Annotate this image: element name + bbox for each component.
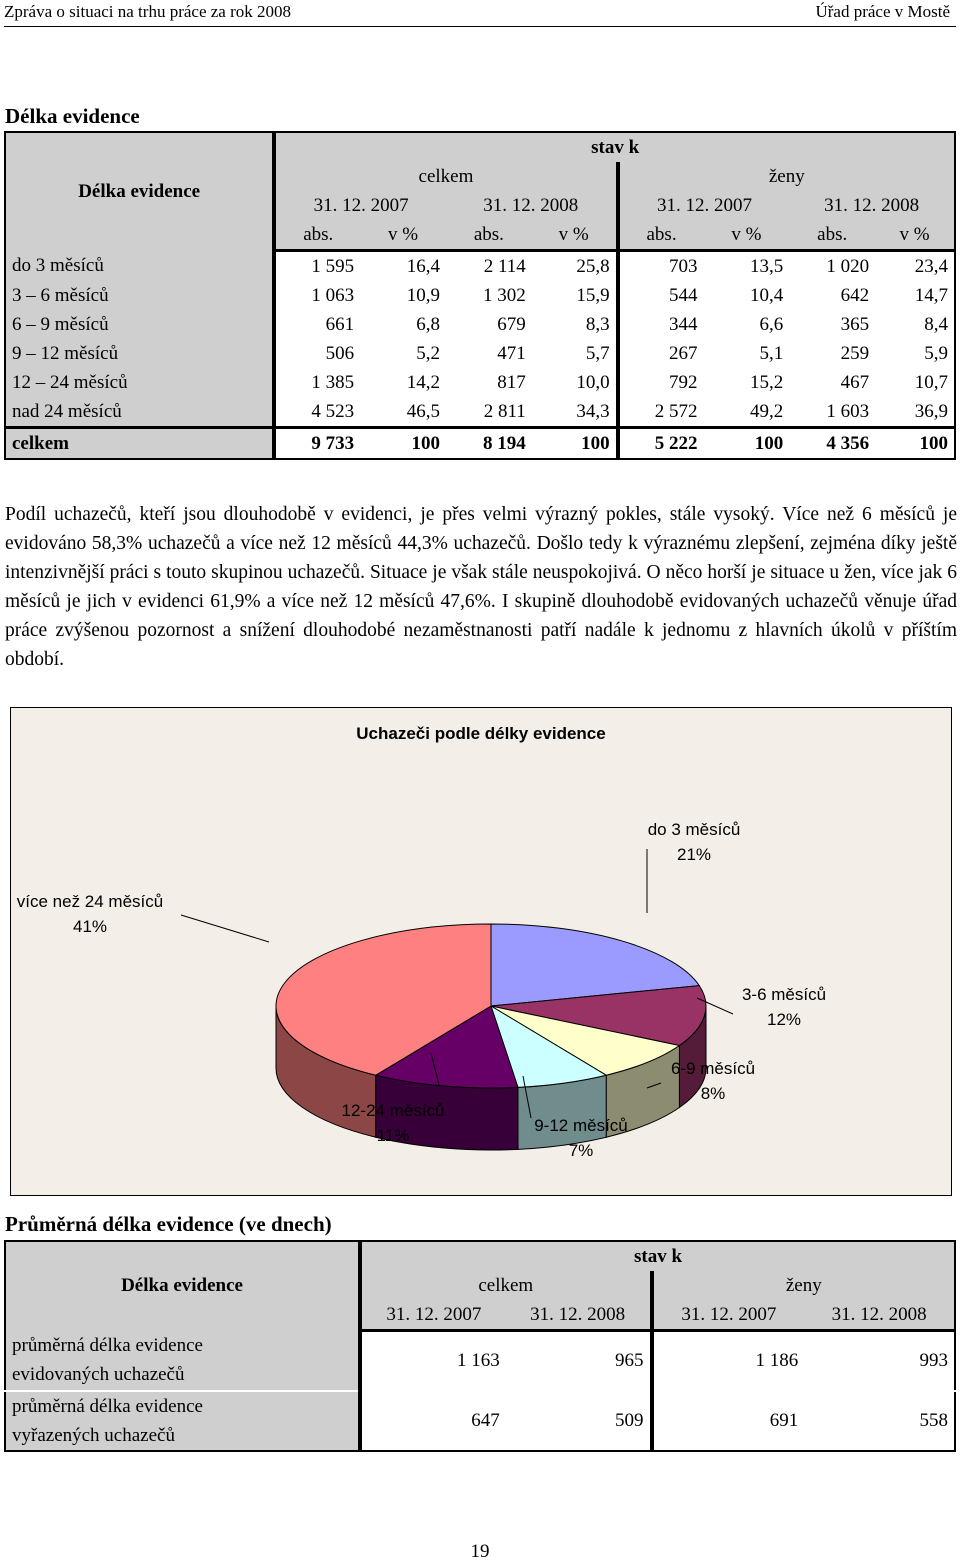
table-cell: 10,4: [750, 284, 784, 306]
table-cell: 259: [840, 342, 870, 364]
table-cell: 36,9: [914, 400, 948, 422]
table-cell: 558: [804, 1391, 955, 1451]
date-header: 31. 12. 2008: [446, 191, 618, 220]
pie-label: 6-9 měsíců: [670, 1059, 756, 1078]
table-cell: 46,5: [406, 400, 440, 422]
table-cell: 817: [497, 371, 526, 393]
unit-header: v %: [875, 220, 955, 251]
table-cell: 1 020: [826, 255, 870, 277]
table-cell: 661: [325, 313, 355, 335]
pie-label: 12-24 měsíců: [341, 1101, 445, 1120]
table-cell: 23,4: [914, 255, 948, 277]
stav-k-header: stav k: [360, 1241, 955, 1271]
pie-top: [276, 924, 706, 1088]
table-row: [5, 310, 955, 339]
group-zeny: ženy: [652, 1271, 955, 1300]
table-cell: 5,2: [416, 342, 440, 364]
total-label: celkem: [5, 428, 274, 460]
table-row: [5, 251, 955, 282]
group-zeny: ženy: [618, 162, 955, 191]
table-cell: 267: [668, 342, 698, 364]
date-header: 31. 12. 2007: [652, 1300, 805, 1331]
table-cell: 2 811: [483, 400, 526, 422]
table-cell: 13,5: [750, 255, 784, 277]
table-cell: 49,2: [750, 400, 784, 422]
table-cell: 1 603: [826, 400, 870, 422]
table-row: [5, 1331, 955, 1392]
pie-percent: 8%: [700, 1084, 726, 1103]
table-cell: 1 385: [311, 371, 355, 393]
table-cell: 792: [668, 371, 698, 393]
table-cell: 1 163: [457, 1350, 500, 1371]
table-cell: 2 114: [483, 255, 526, 277]
table-cell: 467: [840, 371, 870, 393]
row-label: do 3 měsíců: [5, 251, 274, 282]
section-title-length: Délka evidence: [5, 104, 140, 128]
pie-label: více než 24 měsíců: [16, 892, 164, 911]
pie-percent: 21%: [676, 845, 712, 864]
total-cell: 5 222: [618, 428, 704, 460]
table-cell: 10,9: [406, 284, 440, 306]
section-title-average: Průměrná délka evidence (ve dnech): [5, 1212, 332, 1236]
date-header: 31. 12. 2008: [506, 1300, 652, 1331]
date-header: 31. 12. 2008: [804, 1300, 955, 1331]
row-label: průměrná délka evidence evidovaných uchazečů: [5, 1331, 360, 1392]
row-header: Délka evidence: [5, 132, 274, 251]
pie-percent: 12%: [766, 1010, 802, 1029]
pie-label: do 3 měsíců: [647, 820, 741, 839]
header-divider: [4, 26, 956, 27]
length-table: [4, 131, 956, 460]
pie-chart: [10, 707, 952, 1196]
date-header: 31. 12. 2008: [789, 191, 955, 220]
date-header: 31. 12. 2007: [618, 191, 790, 220]
table-row: [5, 339, 955, 368]
table-cell: 4 523: [311, 400, 355, 422]
pie-percent: 41%: [72, 917, 108, 936]
total-cell: 100: [360, 428, 446, 460]
table-cell: 365: [840, 313, 870, 335]
pie-label: 3-6 měsíců: [741, 985, 827, 1004]
table-cell: 691: [652, 1391, 805, 1451]
table-cell: 471: [497, 342, 526, 364]
table-cell: 993: [919, 1350, 948, 1371]
pie-label: 9-12 měsíců: [534, 1116, 628, 1135]
pie-leader-line: [181, 915, 269, 942]
unit-header: abs.: [618, 220, 704, 251]
table-row: [5, 368, 955, 397]
table-cell: 344: [668, 313, 698, 335]
table-cell: 6,6: [759, 313, 784, 335]
table-cell: 703: [668, 255, 698, 277]
total-cell: 9 733: [274, 428, 360, 460]
table-cell: 10,0: [532, 368, 618, 397]
table-cell: 15,9: [532, 281, 618, 310]
table-row: [5, 397, 955, 428]
table-cell: 25,8: [532, 251, 618, 282]
date-header: 31. 12. 2007: [274, 191, 446, 220]
header-title: Zpráva o situaci na trhu práce za rok 2008: [4, 2, 291, 21]
table-cell: 1 063: [311, 284, 355, 306]
row-label: 6 – 9 měsíců: [5, 310, 274, 339]
group-celkem: celkem: [360, 1271, 652, 1300]
table-cell: 5,1: [759, 342, 784, 364]
table-cell: 1 186: [755, 1350, 799, 1371]
table-cell: 6,8: [416, 313, 440, 335]
chart-title: Uchazeči podle délky evidence: [356, 724, 606, 743]
table-cell: 8,3: [532, 310, 618, 339]
row-header: Délka evidence: [5, 1241, 360, 1331]
total-cell: 8 194: [446, 428, 532, 460]
table-cell: 509: [506, 1391, 652, 1451]
table-cell: 5,7: [532, 339, 618, 368]
unit-header: v %: [703, 220, 789, 251]
group-celkem: celkem: [274, 162, 617, 191]
pie-chart-svg: [11, 708, 951, 1195]
body-paragraph: Podíl uchazečů, kteří jsou dlouhodobě v evidenci, je přes velmi výrazný pokles, stále vysoký. Více než 6 měsíců je evidováno 58,3% uchazečů a více než 12 měsíců 44,3% uchazečů. Došlo tedy k výraznému zlepšení, zejména díky ještě intenzivnější práci s touto skupinou uchazečů. Situace je však stále neuspokojivá. O něco horší je situace u žen, více jak 6 měsíců je jich v evidenci 61,9% a více než 12 měsíců 47,6%. I skupině dlouhodobě evidovaných uchazečů věnuje úřad práce zvýšenou pozornost a snížení dlouhodobé nezaměstnanosti patří nadále k jednomu z hlavních úkolů v příštím období.: [5, 504, 957, 670]
total-cell: 100: [875, 428, 955, 460]
unit-header: v %: [360, 220, 446, 251]
length-table-body: [5, 251, 955, 428]
table-cell: 965: [506, 1331, 652, 1392]
table-cell: 506: [325, 342, 355, 364]
date-header: 31. 12. 2007: [360, 1300, 506, 1331]
table-cell: 10,7: [914, 371, 948, 393]
page-number: 19: [470, 1541, 490, 1562]
row-label: 9 – 12 měsíců: [5, 339, 274, 368]
table-cell: 8,4: [924, 313, 948, 335]
unit-header: abs.: [446, 220, 532, 251]
table-cell: 14,2: [406, 371, 440, 393]
table-row: [5, 1391, 955, 1451]
table-cell: 1 302: [483, 284, 526, 306]
table-cell: 1 595: [311, 255, 355, 277]
unit-header: v %: [532, 220, 618, 251]
unit-header: abs.: [274, 220, 360, 251]
table-cell: 34,3: [532, 397, 618, 428]
table-cell: 544: [668, 284, 698, 306]
row-label: nad 24 měsíců: [5, 397, 274, 428]
table-cell: 5,9: [924, 342, 948, 364]
header-office: Úřad práce v Mostě: [815, 2, 950, 21]
table-row: [5, 281, 955, 310]
table-cell: 15,2: [750, 371, 784, 393]
row-label: průměrná délka evidence vyřazených uchazečů: [5, 1391, 360, 1451]
table-cell: 679: [497, 313, 526, 335]
unit-header: abs.: [789, 220, 875, 251]
row-label: 12 – 24 měsíců: [5, 368, 274, 397]
pie-percent: 11%: [376, 1126, 410, 1145]
table-cell: 16,4: [406, 255, 440, 277]
table-cell: 14,7: [914, 284, 948, 306]
pie-percent: 7%: [568, 1141, 594, 1160]
total-cell: 4 356: [789, 428, 875, 460]
table-cell: 2 572: [654, 400, 698, 422]
table-total-row: [5, 428, 955, 460]
row-label: 3 – 6 měsíců: [5, 281, 274, 310]
table-cell: 647: [360, 1391, 506, 1451]
stav-k-header: stav k: [274, 132, 955, 162]
total-cell: 100: [703, 428, 789, 460]
total-cell: 100: [532, 428, 618, 460]
table-cell: 642: [840, 284, 870, 306]
average-table: [4, 1240, 956, 1452]
